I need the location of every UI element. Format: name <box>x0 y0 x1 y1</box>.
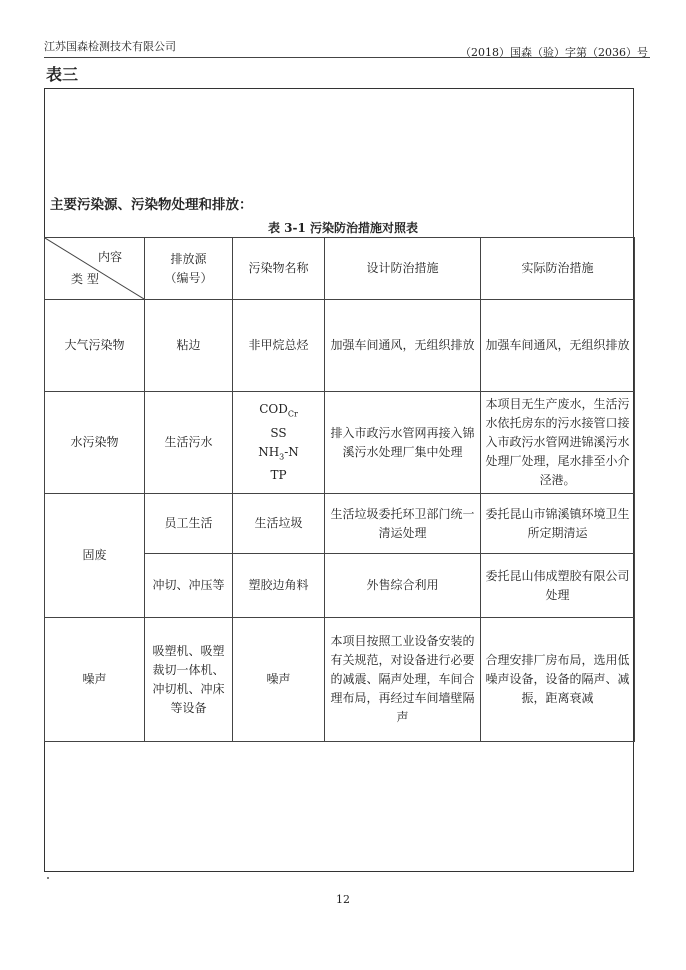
actual-solid-2: 委托昆山伟成塑胶有限公司处理 <box>481 554 635 618</box>
table-header-row <box>45 238 635 300</box>
source-water: 生活污水 <box>145 392 233 494</box>
table-row-air <box>45 300 635 392</box>
corner-header-cell <box>45 238 145 300</box>
pollutant-cod: $COD_{Cr}$ <box>259 402 298 419</box>
pollutant-water <box>233 392 325 494</box>
design-solid-2: 外售综合利用 <box>325 554 481 618</box>
corner-label-type: 类 型 <box>71 272 99 286</box>
category-air: 大气污染物 <box>45 300 145 392</box>
actual-noise: 合理安排厂房布局，选用低噪声设备，设备的隔声、减振，距离衰减 <box>481 618 635 742</box>
table-row-noise <box>45 618 635 742</box>
pollutant-ss: SS <box>270 425 287 440</box>
design-water: 排入市政污水管网再接入锦溪污水处理厂集中处理 <box>325 392 481 494</box>
pollutant-solid-1: 生活垃圾 <box>233 494 325 554</box>
source-noise: 吸塑机、吸塑裁切一体机、冲切机、冲床等设备 <box>145 618 233 742</box>
header-pollutant: 污染物名称 <box>233 238 325 300</box>
corner-label-content: 内容 <box>97 250 122 264</box>
header-source-line2: （编号） <box>164 270 213 285</box>
header-source-line1: 排放源 <box>170 251 207 266</box>
category-solid: 固废 <box>45 494 145 618</box>
design-air: 加强车间通风，无组织排放 <box>325 300 481 392</box>
table-label: 表三 <box>46 65 79 84</box>
design-noise: 本项目按照工业设备安装的有关规范，对设备进行必要的减震、隔声处理，车间合理布局，再经过车间墙壁隔声 <box>325 618 481 742</box>
pollutant-noise: 噪声 <box>233 618 325 742</box>
source-solid-2: 冲切、冲压等 <box>145 554 233 618</box>
header-divider <box>44 57 650 58</box>
pollutant-nh3n: $NH_3-N$ <box>258 444 299 461</box>
table-row-water <box>45 392 635 494</box>
company-name: 江苏国森检测技术有限公司 <box>44 40 176 53</box>
design-solid-1: 生活垃圾委托环卫部门统一清运处理 <box>325 494 481 554</box>
table-row-solid-1 <box>45 494 635 554</box>
header-source <box>145 238 233 300</box>
diagonal-line <box>45 238 144 299</box>
actual-water: 本项目无生产废水，生活污水依托房东的污水接管口接入市政污水管网进锦溪污水处理厂处理，尾水排至小介泾港。 <box>481 392 635 494</box>
document-number: （2018）国森（验）字第（2036）号 <box>460 46 648 59</box>
table-caption: 表 3-1 污染防治措施对照表 <box>267 221 419 235</box>
scan-speck <box>47 877 49 879</box>
actual-air: 加强车间通风，无组织排放 <box>481 300 635 392</box>
category-water: 水污染物 <box>45 392 145 494</box>
pollutant-air: 非甲烷总烃 <box>233 300 325 392</box>
pollutant-tp: TP <box>270 467 287 482</box>
pollution-control-table <box>44 237 635 742</box>
header-actual: 实际防治措施 <box>481 238 635 300</box>
source-solid-1: 员工生活 <box>145 494 233 554</box>
pollutant-solid-2: 塑胶边角料 <box>233 554 325 618</box>
page-number: 12 <box>336 893 350 906</box>
source-air: 粘边 <box>145 300 233 392</box>
actual-solid-1: 委托昆山市锦溪镇环境卫生所定期清运 <box>481 494 635 554</box>
section-title: 主要污染源、污染物处理和排放： <box>50 197 253 213</box>
category-noise: 噪声 <box>45 618 145 742</box>
header-design: 设计防治措施 <box>325 238 481 300</box>
